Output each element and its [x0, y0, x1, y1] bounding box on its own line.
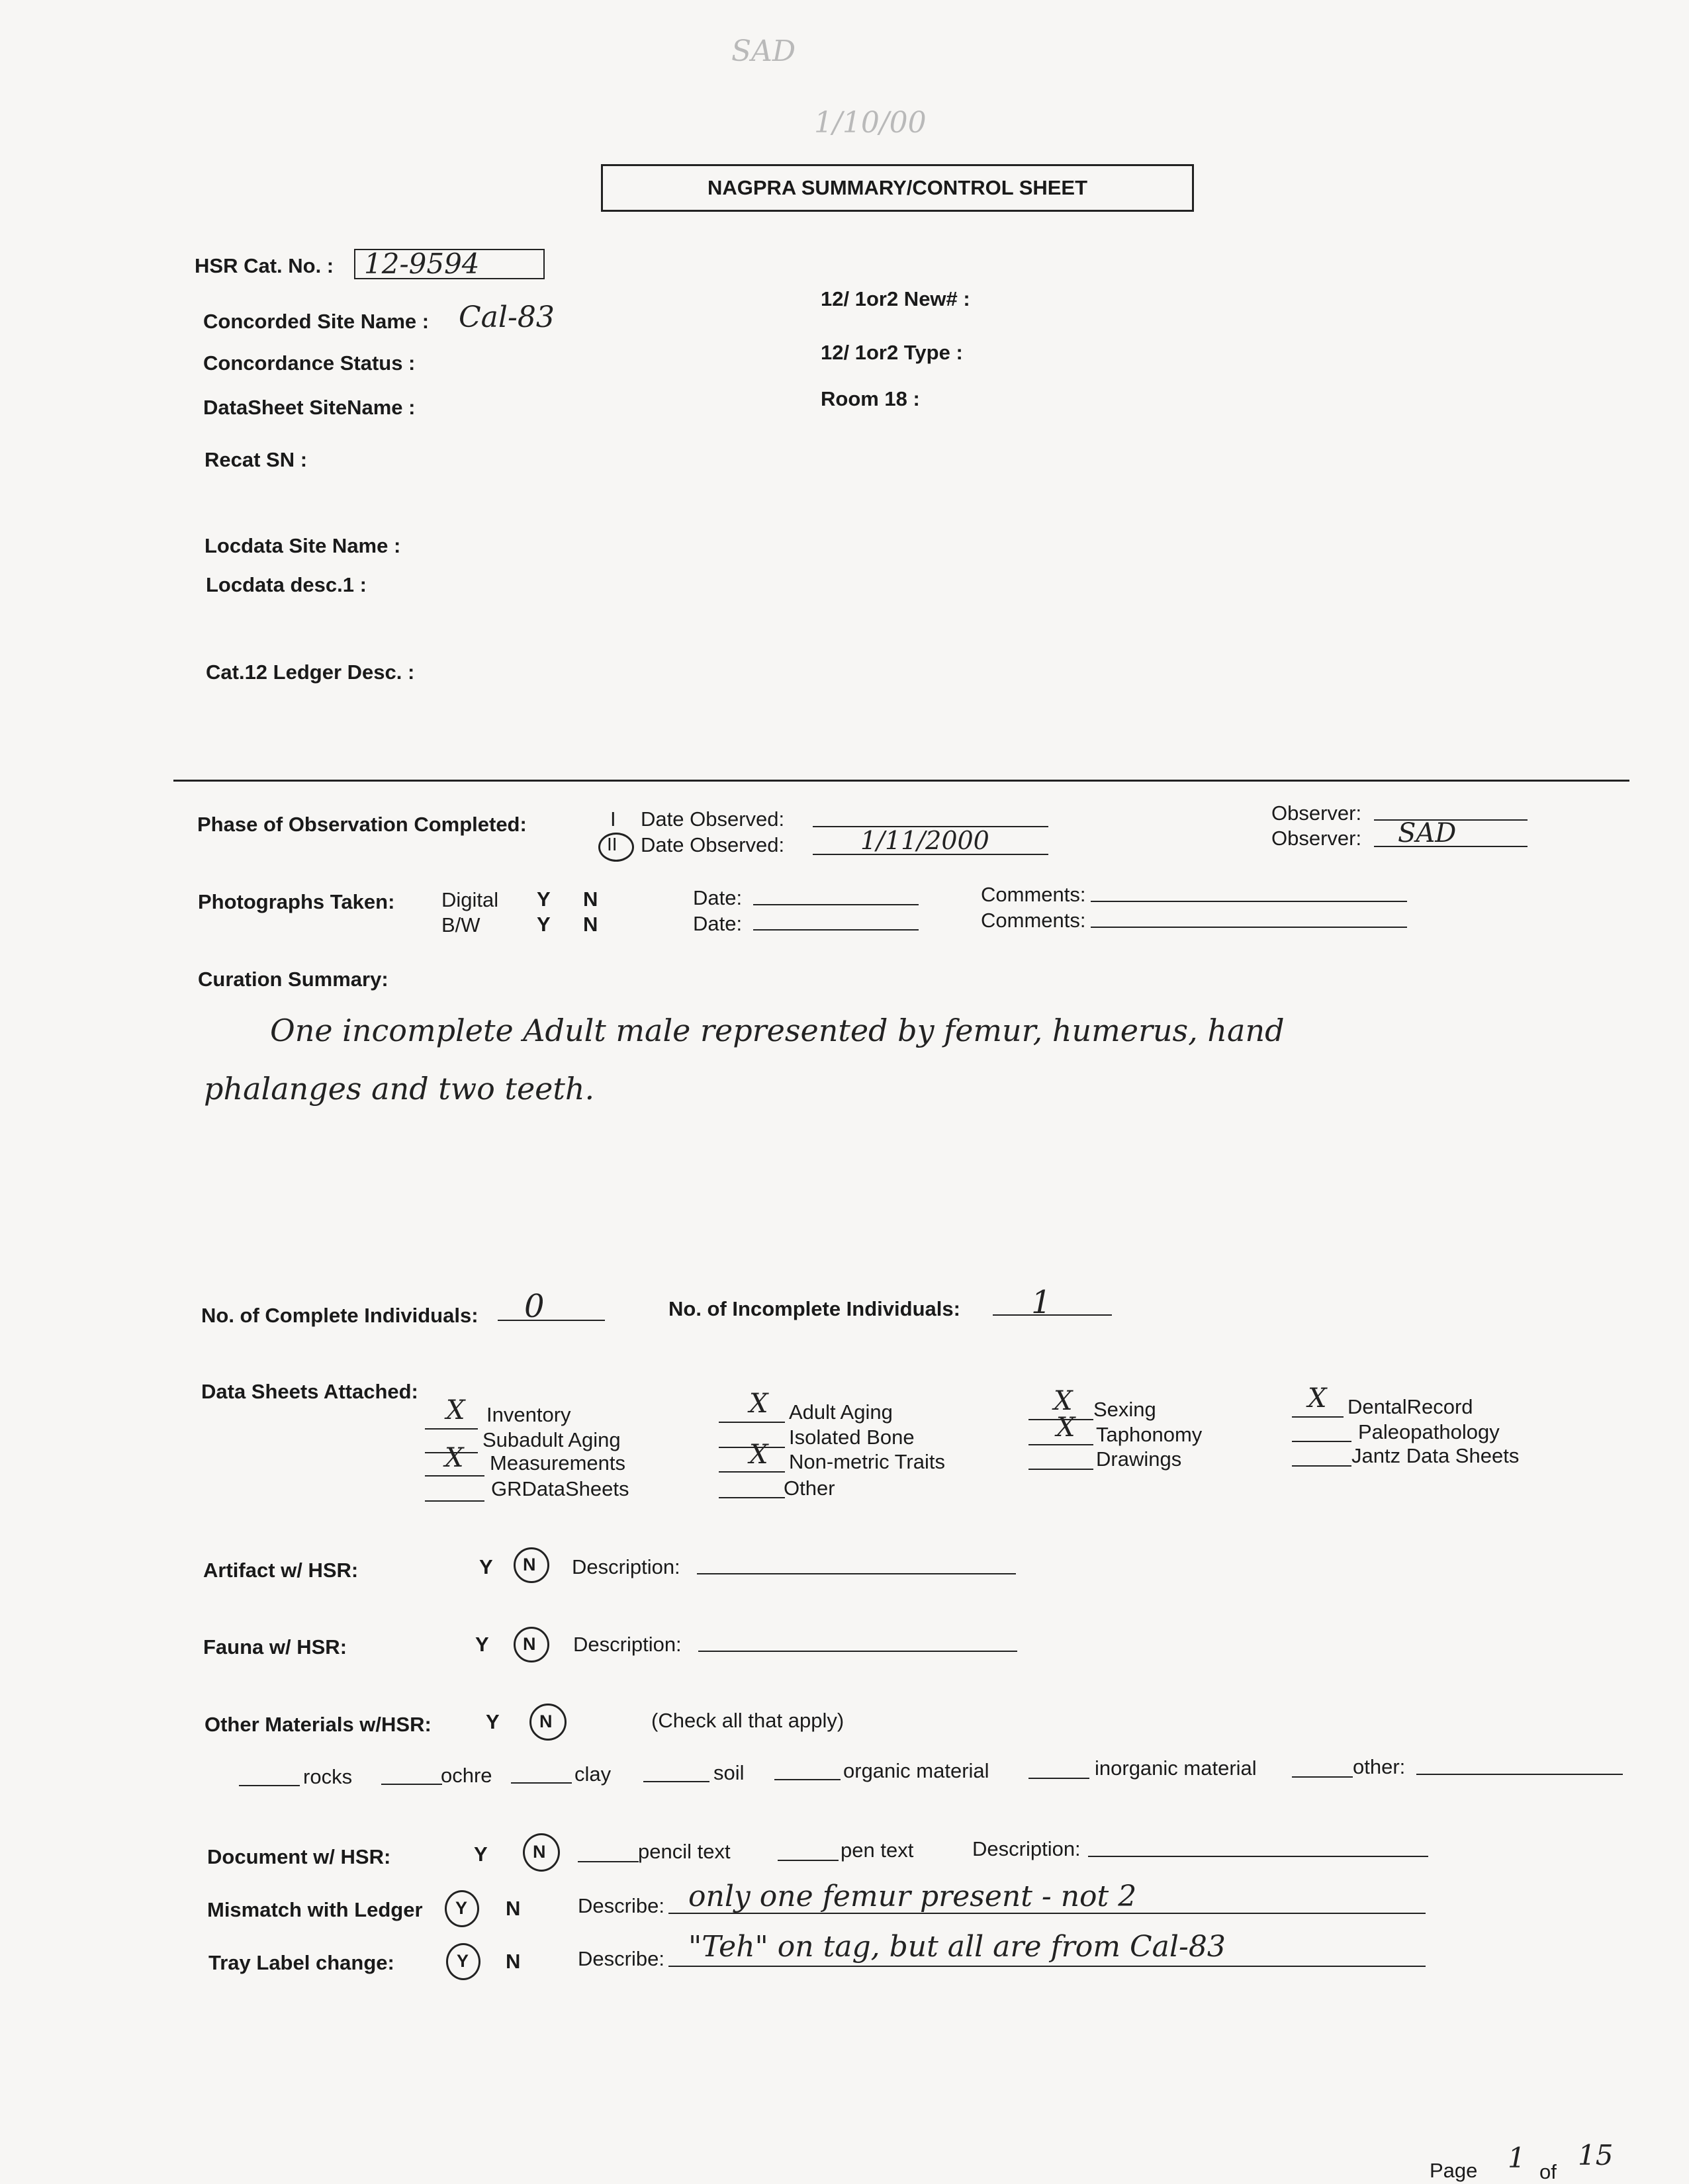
observer-1-label: Observer: — [1271, 801, 1362, 825]
faint-initials: SAD — [731, 34, 796, 68]
artifact-desc-label: Description: — [572, 1555, 680, 1578]
concorded-site-label: Concorded Site Name : — [203, 310, 430, 333]
form-title: NAGPRA SUMMARY/CONTROL SHEET — [601, 164, 1194, 212]
taphonomy-check[interactable] — [1028, 1444, 1093, 1445]
hsr-cat-label: HSR Cat. No. : — [195, 254, 334, 277]
pen-text-check[interactable] — [778, 1860, 839, 1861]
jantz-check[interactable] — [1292, 1465, 1351, 1467]
grdatasheets-check[interactable] — [425, 1500, 484, 1502]
document-desc-field[interactable] — [1088, 1856, 1428, 1857]
rocks-label: rocks — [303, 1765, 353, 1788]
curation-summary-line-2: phalanges and two teeth. — [204, 1071, 595, 1107]
mismatch-describe-label: Describe: — [578, 1894, 664, 1917]
observer-2-value: SAD — [1398, 818, 1457, 848]
page-label: Page — [1430, 2159, 1478, 2182]
fauna-n[interactable]: N — [523, 1634, 536, 1654]
locdata-desc-label: Locdata desc.1 : — [206, 573, 367, 596]
locdata-site-label: Locdata Site Name : — [205, 534, 401, 557]
curation-summary-label: Curation Summary: — [198, 968, 388, 991]
taphonomy-mark: X — [1056, 1412, 1075, 1443]
grdatasheets-label: GRDataSheets — [491, 1477, 629, 1500]
sexing-mark: X — [1054, 1386, 1073, 1416]
inorganic-check[interactable] — [1028, 1778, 1089, 1779]
data-sheets-label: Data Sheets Attached: — [201, 1380, 418, 1403]
inventory-check[interactable] — [425, 1428, 478, 1430]
page-of-label: of — [1539, 2160, 1557, 2183]
date-observed-2-value: 1/11/2000 — [860, 826, 989, 855]
complete-individuals-value: 0 — [524, 1288, 545, 1325]
paleopathology-check[interactable] — [1292, 1441, 1351, 1442]
fauna-y[interactable]: Y — [475, 1633, 489, 1656]
adult-aging-label: Adult Aging — [789, 1400, 893, 1424]
page-total: 15 — [1578, 2139, 1614, 2171]
photo-comments-2-field[interactable] — [1091, 927, 1407, 928]
tray-describe-label: Describe: — [578, 1947, 664, 1970]
concordance-status-label: Concordance Status : — [203, 351, 416, 375]
drawings-check[interactable] — [1028, 1469, 1093, 1470]
pencil-text-label: pencil text — [638, 1840, 731, 1863]
non-metric-mark: X — [749, 1439, 768, 1470]
organic-label: organic material — [843, 1759, 989, 1782]
concorded-site-value: Cal-83 — [459, 300, 555, 334]
isolated-bone-label: Isolated Bone — [789, 1426, 915, 1449]
document-label: Document w/ HSR: — [207, 1845, 391, 1868]
section-divider — [173, 780, 1629, 782]
photo-bw-label: B/W — [441, 913, 480, 936]
other-materials-note: (Check all that apply) — [651, 1709, 844, 1732]
photo-comments-1-field[interactable] — [1091, 901, 1407, 902]
date-observed-1-label: Date Observed: — [641, 807, 785, 831]
artifact-n[interactable]: N — [523, 1555, 536, 1574]
photo-bw-y[interactable]: Y — [537, 913, 551, 936]
other-materials-label: Other Materials w/HSR: — [205, 1713, 432, 1736]
paleopathology-label: Paleopathology — [1358, 1420, 1500, 1443]
complete-individuals-field[interactable] — [498, 1320, 605, 1321]
soil-check[interactable] — [643, 1781, 709, 1782]
sexing-label: Sexing — [1093, 1398, 1156, 1421]
document-desc-label: Description: — [972, 1837, 1081, 1860]
photo-digital-n[interactable]: N — [583, 887, 598, 911]
photo-bw-n[interactable]: N — [583, 913, 598, 936]
photo-comments-1-label: Comments: — [981, 883, 1086, 906]
adult-aging-check[interactable] — [719, 1422, 785, 1423]
clay-label: clay — [574, 1762, 612, 1786]
datasheet-sitename-label: DataSheet SiteName : — [203, 396, 416, 419]
dental-record-check[interactable] — [1292, 1416, 1344, 1418]
fauna-label: Fauna w/ HSR: — [203, 1635, 347, 1659]
faint-date: 1/10/00 — [814, 106, 927, 140]
hsr-cat-value: 12-9594 — [364, 248, 480, 280]
taphonomy-label: Taphonomy — [1096, 1423, 1203, 1446]
document-n[interactable]: N — [533, 1842, 546, 1862]
tray-n[interactable]: N — [506, 1950, 521, 1973]
tray-y[interactable]: Y — [457, 1951, 469, 1971]
soil-label: soil — [713, 1761, 745, 1784]
other-material-check[interactable] — [1292, 1776, 1353, 1778]
non-metric-check[interactable] — [719, 1471, 785, 1473]
pen-text-label: pen text — [841, 1839, 914, 1862]
dental-record-mark: X — [1308, 1383, 1327, 1414]
room-label: Room 18 : — [821, 387, 920, 410]
tray-describe-value: "Teh" on tag, but all are from Cal-83 — [688, 1930, 1226, 1964]
artifact-desc-field[interactable] — [697, 1573, 1016, 1574]
date-observed-2-label: Date Observed: — [641, 833, 785, 856]
adult-aging-mark: X — [749, 1388, 768, 1419]
clay-check[interactable] — [511, 1782, 572, 1784]
new-number-label: 12/ 1or2 New# : — [821, 287, 970, 310]
measurements-mark: X — [445, 1443, 464, 1473]
phase-label: Phase of Observation Completed: — [197, 813, 527, 836]
mismatch-describe-value: only one femur present - not 2 — [688, 1880, 1137, 1913]
measurements-check[interactable] — [425, 1475, 484, 1477]
other-materials-n[interactable]: N — [539, 1711, 553, 1731]
subadult-aging-label: Subadult Aging — [482, 1428, 621, 1451]
ochre-label: ochre — [441, 1764, 492, 1787]
dental-record-label: DentalRecord — [1347, 1395, 1473, 1418]
photo-date-1-label: Date: — [693, 886, 743, 909]
photo-digital-y[interactable]: Y — [537, 887, 551, 911]
tray-describe-field[interactable] — [668, 1966, 1426, 1967]
inorganic-label: inorganic material — [1095, 1756, 1257, 1780]
recat-sn-label: Recat SN : — [205, 448, 308, 471]
inventory-mark: X — [446, 1395, 465, 1426]
incomplete-individuals-field[interactable] — [993, 1314, 1112, 1316]
inventory-label: Inventory — [486, 1403, 571, 1426]
page-number: 1 — [1508, 2142, 1526, 2174]
photo-comments-2-label: Comments: — [981, 909, 1086, 932]
phase-1-marker: I — [610, 807, 616, 831]
artifact-label: Artifact w/ HSR: — [203, 1559, 359, 1582]
other-material-label: other: — [1353, 1755, 1406, 1778]
ochre-check[interactable] — [381, 1784, 442, 1785]
jantz-label: Jantz Data Sheets — [1351, 1444, 1520, 1467]
photo-digital-label: Digital — [441, 888, 499, 911]
other-datasheet-check[interactable] — [719, 1497, 785, 1498]
photo-date-2-field[interactable] — [753, 929, 919, 931]
phase-2-marker: II — [607, 834, 617, 854]
drawings-label: Drawings — [1096, 1447, 1182, 1471]
fauna-desc-label: Description: — [573, 1633, 682, 1656]
observer-2-label: Observer: — [1271, 827, 1362, 850]
artifact-y[interactable]: Y — [479, 1555, 493, 1578]
cat12-ledger-label: Cat.12 Ledger Desc. : — [206, 660, 415, 684]
complete-individuals-label: No. of Complete Individuals: — [201, 1304, 479, 1327]
other-material-field[interactable] — [1416, 1774, 1623, 1775]
pencil-text-check[interactable] — [578, 1861, 639, 1862]
document-y[interactable]: Y — [474, 1843, 488, 1866]
mismatch-label: Mismatch with Ledger — [207, 1898, 423, 1921]
photographs-label: Photographs Taken: — [198, 890, 395, 913]
mismatch-y[interactable]: Y — [455, 1898, 468, 1918]
curation-summary-line-1: One incomplete Adult male represented by femur, humerus, hand — [270, 1013, 1285, 1048]
organic-check[interactable] — [774, 1779, 841, 1780]
incomplete-individuals-value: 1 — [1031, 1284, 1052, 1321]
rocks-check[interactable] — [239, 1785, 300, 1786]
photo-date-1-field[interactable] — [753, 904, 919, 905]
type-label: 12/ 1or2 Type : — [821, 341, 963, 364]
other-datasheet-label: Other — [784, 1477, 835, 1500]
fauna-desc-field[interactable] — [698, 1651, 1017, 1652]
incomplete-individuals-label: No. of Incomplete Individuals: — [668, 1297, 960, 1320]
non-metric-label: Non-metric Traits — [789, 1450, 945, 1473]
mismatch-n[interactable]: N — [506, 1897, 521, 1920]
other-materials-y[interactable]: Y — [486, 1710, 500, 1733]
photo-date-2-label: Date: — [693, 912, 743, 935]
measurements-label: Measurements — [490, 1451, 626, 1475]
tray-label-change-label: Tray Label change: — [208, 1951, 394, 1974]
